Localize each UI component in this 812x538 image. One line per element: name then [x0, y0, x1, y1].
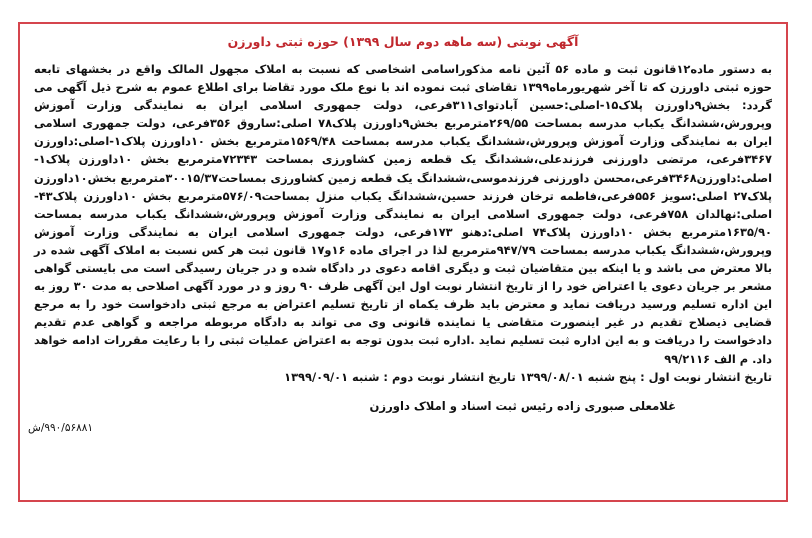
publication-dates: تاریخ انتشار نوبت اول : پنج شنبه ۱۳۹۹/۰۸/۰۱ تاریخ انتشار نوبت دوم : شنبه ۱۳۹۹/۰۹/۰۱	[284, 369, 772, 384]
notice-paragraph: به دستور ماده۱۲قانون ثبت و ماده ۵۶ آئین نامه مذکوراسامی اشخاصی که نسبت به املاک مجهول المالک واقع در بخشهای تابعه حوزه ثبتی داورزن که تا آخر شهریورماه۱۳۹۹ تقاضای ثبت نموده اند با نوع ملک مورد تقاضا برای اطلاع عموم به شرح ذیل آگهی می گردد: بخش۹داورزن پلاک۱۵-اصلی:حسین آبادتوای۳۱۱فرعی، دولت جمهوری اسلامی ایران به نمایندگی وزارت آموزش وپرورش،ششدانگ یکباب مدرسه بمساحت ۲۶۹/۵۵مترمربع بخش۹داورزن پلاک۷۸ اصلی:ساروق ۳۵۶فرعی، دولت جمهوری اسلامی ایران به نمایندگی وزارت آموزش وپرورش،ششدانگ یکباب مدرسه بمساحت ۱۵۶۹/۴۸مترمربع بخش ۱۰داورزن پلاک۱-اصلی:داورزن ۳۴۶۷فرعی، مرتضی داورزنی فرزندعلی،ششدانگ یک قطعه زمین کشاورزی بمساحت ۷۲۳۴۳مترمربع بخش ۱۰داورزن پلاک۱-اصلی:داورزن۳۴۶۸فرعی،محسن داورزنی فرزندموسی،ششدانگ یک قطعه زمین کشاورزی بمساحت۳۰۰۱۵/۳۷مترمربع بخش۱۰داورزن پلاک۲۷ اصلی:سویز ۵۵۶فرعی،فاطمه ترخان فرزند حسین،ششدانگ یکباب منزل بمساحت۵۷۶/۰۹مترمربع بخش ۱۰داورزن پلاک۴۳-اصلی:نهالدان ۷۵۸فرعی، دولت جمهوری اسلامی ایران به نمایندگی وزارت آموزش وپرورش،ششدانگ یکباب مدرسه بمساحت ۱۶۳۵/۹۰مترمربع بخش ۱۰داورزن پلاک۷۴ اصلی:دهنو ۱۷۳فرعی، دولت جمهوری اسلامی ایران به نمایندگی وزارت آموزش وپرورش،ششدانگ یکباب مدرسه بمساحت ۹۴۷/۷۹مترمربع لذا در اجرای ماده ۱۶و۱۷ قانون ثبت هر کس نسبت به املاک آگهی شده در بالا معترض می باشد و یا اینکه بین متقاضیان ثبت و دیگری اقامه دعوی در دادگاه شده و در جریان رسیدگی است می بایستی گواهی مشعر بر جریان دعوی یا اعتراض خود را از تاریخ انتشار نوبت اول این آگهی ظرف ۹۰ روز و در مورد آگهی اصلاحی به مدت ۳۰ روز به این اداره تسلیم ورسید دریافت نماید و معترض باید ظرف یکماه از تاریخ تسلیم اعتراض به مرجع ثبتی دادخواست خود را به مرجع قضایی ذیصلاح تقدیم در غیر اینصورت متقاضی یا نماینده قانونی وی می تواند به دادگاه مربوطه مراجعه و گواهی عدم تقدیم دادخواست را دریافت و به این اداره ثبت تسلیم نماید .اداره ثبت بدون توجه به اعتراض عملیات ثبتی را با رعایت مقررات ادامه خواهد داد. م الف ۹۹/۲۱۱۶	[34, 62, 772, 366]
notice-frame	[18, 22, 788, 502]
reference-code: ۹۹۰/۵۶۸۸۱/ش	[28, 422, 94, 434]
signature-line: غلامعلی صبوری زاده رئیس ثبت اسناد و املاک داورزن	[369, 399, 676, 413]
notice-title: آگهی نوبتی (سه ماهه دوم سال ۱۳۹۹) حوزه ثبتی داورزن	[227, 34, 579, 49]
notice-body	[34, 60, 772, 386]
